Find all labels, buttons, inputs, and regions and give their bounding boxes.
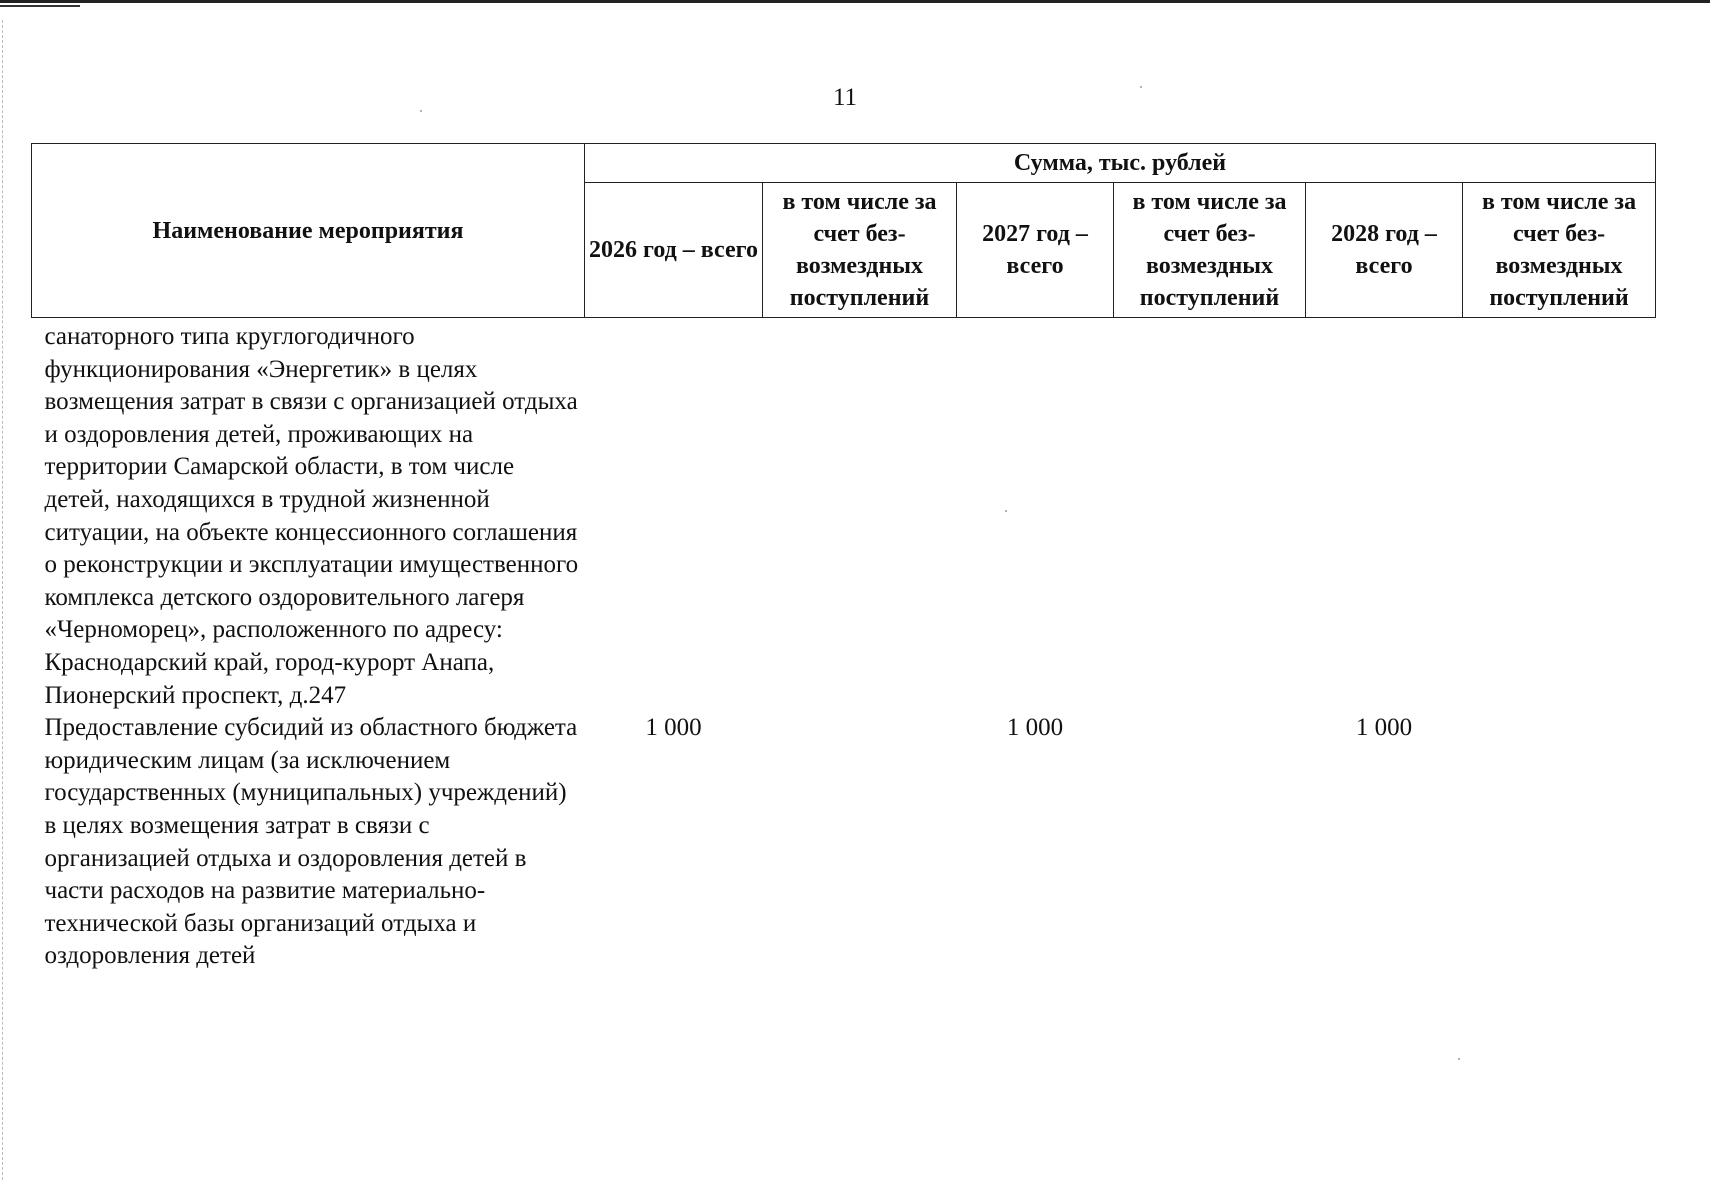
value-2026-total [585,318,763,713]
value-2026-gratuitous [763,712,957,973]
header-2027-total: 2027 год – всего [957,183,1114,318]
value-2028-total: 1 000 [1355,714,1413,742]
value-2026-total: 1 000 [645,714,702,742]
scan-top-mark [0,5,80,7]
row-name-text: Предоставление субсидий из областного бюджета юридическим лицам (за исключением государственных (муниципальных) учреждений) в целях возмещения затрат в связи с организацией отдыха и оздоровления детей в части расходов на развитие материально-технической базы организаций отдыха и оздоровления детей [44,714,578,970]
row-name-cell [32,712,585,973]
value-2027-gratuitous [1114,318,1306,713]
scan-speck [420,110,422,112]
row-name-text: санаторного типа круглогодичного функционирования «Энергетик» в целях возмещения затрат в связи с организацией отдыха и оздоровления детей, проживающих на территории Самарской области, в том числе детей, находящихся в трудной жизненной ситуации, на объекте концессионного соглашения о реконструкции и эксплуатации имущественного комплекса детского оздоровительного лагеря «Черноморец», расположенного по адресу: Краснодарский край, город-курорт Анапа, Пионерский проспект, д.247 [44,323,579,709]
page-number: 11 [832,84,858,111]
scan-left-edge [2,20,4,1180]
scan-top-border [0,0,1710,3]
header-2028-total: 2028 год – всего [1306,183,1463,318]
value-2027-gratuitous [1114,712,1306,973]
table-row [32,318,1656,713]
scan-speck [1140,86,1142,88]
scan-speck [1005,510,1007,512]
header-2028-gratuitous: в том числе за счет без-возмездных поступлений [1463,183,1656,318]
value-2027-total [957,318,1114,713]
budget-table [31,143,1656,973]
value-2028-total [1306,318,1463,713]
header-name-column: Наименование мероприятия [32,144,585,318]
header-2027-gratuitous: в том числе за счет без-возмездных поступлений [1114,183,1306,318]
header-sum-group: Сумма, тыс. рублей [585,144,1656,183]
value-2026-gratuitous [763,318,957,713]
row-name-cell [32,318,585,713]
header-2026-gratuitous: в том числе за счет без-возмездных поступлений [763,183,957,318]
header-2026-total: 2026 год – всего [585,183,763,318]
value-2028-gratuitous [1463,318,1656,713]
scan-speck [1458,1058,1460,1060]
table-row [32,712,1656,973]
value-2028-gratuitous [1463,712,1656,973]
value-2027-total: 1 000 [1006,714,1064,742]
